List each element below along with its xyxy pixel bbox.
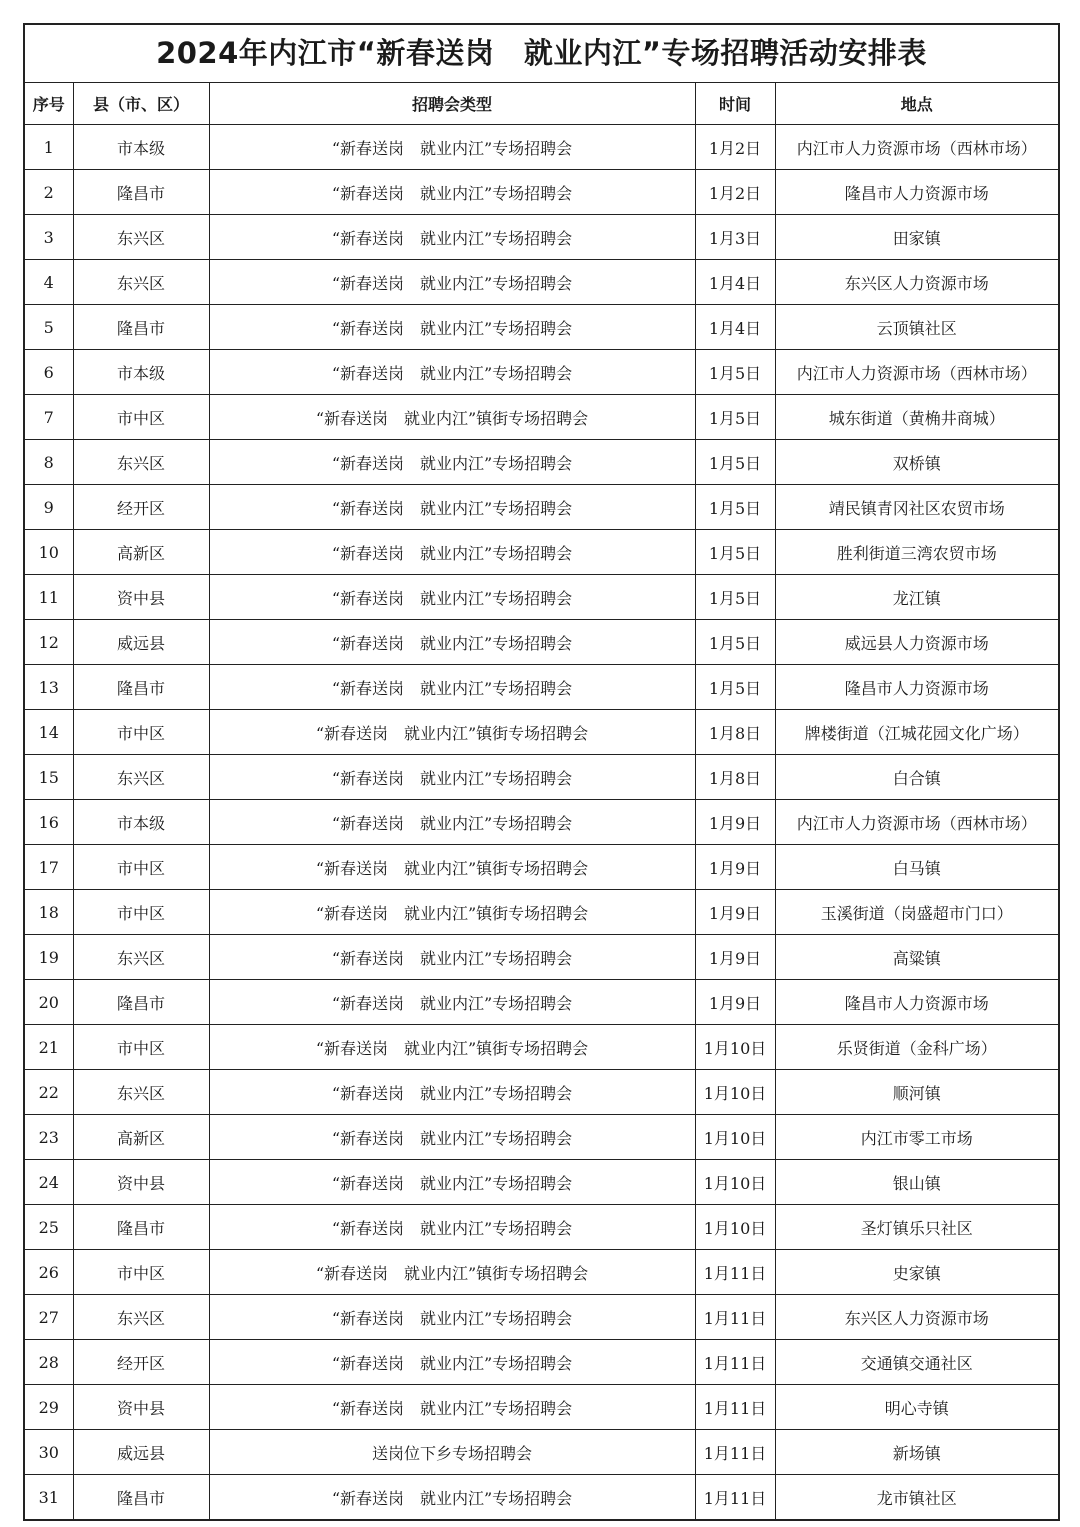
cell-county: 资中县 — [73, 1385, 209, 1430]
table-row — [25, 1295, 1058, 1340]
cell-seq: 26 — [25, 1250, 73, 1295]
cell-time: 1月9日 — [695, 890, 775, 935]
cell-location: 龙市镇社区 — [775, 1475, 1058, 1520]
cell-location: 牌楼街道（江城花园文化广场） — [775, 710, 1058, 755]
cell-type: “新春送岗 就业内江”镇街专场招聘会 — [209, 1025, 695, 1070]
cell-type: “新春送岗 就业内江”镇街专场招聘会 — [209, 845, 695, 890]
cell-seq: 13 — [25, 665, 73, 710]
cell-type: “新春送岗 就业内江”专场招聘会 — [209, 1070, 695, 1115]
table-row — [25, 350, 1058, 395]
cell-type: “新春送岗 就业内江”专场招聘会 — [209, 170, 695, 215]
cell-county: 市本级 — [73, 350, 209, 395]
cell-location: 新场镇 — [775, 1430, 1058, 1475]
cell-type: “新春送岗 就业内江”专场招聘会 — [209, 575, 695, 620]
cell-county: 威远县 — [73, 620, 209, 665]
cell-time: 1月11日 — [695, 1340, 775, 1385]
cell-location: 明心寺镇 — [775, 1385, 1058, 1430]
cell-type: “新春送岗 就业内江”专场招聘会 — [209, 1475, 695, 1520]
header-time: 时间 — [695, 83, 775, 125]
cell-seq: 17 — [25, 845, 73, 890]
cell-type: “新春送岗 就业内江”专场招聘会 — [209, 215, 695, 260]
cell-type: “新春送岗 就业内江”镇街专场招聘会 — [209, 890, 695, 935]
cell-type: “新春送岗 就业内江”专场招聘会 — [209, 800, 695, 845]
cell-county: 市中区 — [73, 845, 209, 890]
cell-location: 高粱镇 — [775, 935, 1058, 980]
cell-time: 1月4日 — [695, 260, 775, 305]
cell-time: 1月3日 — [695, 215, 775, 260]
cell-seq: 1 — [25, 125, 73, 170]
cell-county: 市中区 — [73, 890, 209, 935]
cell-time: 1月5日 — [695, 620, 775, 665]
cell-seq: 2 — [25, 170, 73, 215]
cell-time: 1月2日 — [695, 170, 775, 215]
cell-county: 市中区 — [73, 1250, 209, 1295]
cell-location: 银山镇 — [775, 1160, 1058, 1205]
cell-county: 隆昌市 — [73, 1475, 209, 1520]
cell-county: 隆昌市 — [73, 665, 209, 710]
cell-time: 1月10日 — [695, 1025, 775, 1070]
cell-county: 东兴区 — [73, 215, 209, 260]
table-row — [25, 215, 1058, 260]
table-row — [25, 935, 1058, 980]
cell-county: 东兴区 — [73, 755, 209, 800]
cell-time: 1月10日 — [695, 1205, 775, 1250]
table-row — [25, 890, 1058, 935]
table-row — [25, 260, 1058, 305]
cell-county: 市本级 — [73, 800, 209, 845]
cell-type: “新春送岗 就业内江”专场招聘会 — [209, 530, 695, 575]
cell-type: “新春送岗 就业内江”镇街专场招聘会 — [209, 395, 695, 440]
cell-type: “新春送岗 就业内江”专场招聘会 — [209, 1340, 695, 1385]
header-seq: 序号 — [25, 83, 73, 125]
cell-seq: 27 — [25, 1295, 73, 1340]
cell-location: 史家镇 — [775, 1250, 1058, 1295]
cell-location: 玉溪街道（岗盛超市门口） — [775, 890, 1058, 935]
table-row — [25, 1115, 1058, 1160]
cell-location: 靖民镇青冈社区农贸市场 — [775, 485, 1058, 530]
cell-seq: 14 — [25, 710, 73, 755]
cell-location: 东兴区人力资源市场 — [775, 1295, 1058, 1340]
table-row — [25, 665, 1058, 710]
cell-location: 内江市人力资源市场（西林市场） — [775, 800, 1058, 845]
cell-location: 白合镇 — [775, 755, 1058, 800]
cell-time: 1月8日 — [695, 755, 775, 800]
table-row — [25, 170, 1058, 215]
cell-county: 东兴区 — [73, 935, 209, 980]
cell-county: 市中区 — [73, 395, 209, 440]
table-row — [25, 710, 1058, 755]
cell-type: “新春送岗 就业内江”专场招聘会 — [209, 440, 695, 485]
table-row — [25, 620, 1058, 665]
cell-seq: 24 — [25, 1160, 73, 1205]
cell-county: 市本级 — [73, 125, 209, 170]
cell-location: 城东街道（黄桷井商城） — [775, 395, 1058, 440]
table-row — [25, 305, 1058, 350]
cell-time: 1月5日 — [695, 665, 775, 710]
cell-location: 云顶镇社区 — [775, 305, 1058, 350]
table-row — [25, 1205, 1058, 1250]
table-row — [25, 1250, 1058, 1295]
cell-county: 经开区 — [73, 485, 209, 530]
cell-county: 隆昌市 — [73, 305, 209, 350]
cell-county: 隆昌市 — [73, 980, 209, 1025]
cell-type: “新春送岗 就业内江”专场招聘会 — [209, 935, 695, 980]
cell-location: 内江市零工市场 — [775, 1115, 1058, 1160]
cell-type: “新春送岗 就业内江”专场招聘会 — [209, 1160, 695, 1205]
header-type: 招聘会类型 — [209, 83, 695, 125]
cell-location: 圣灯镇乐只社区 — [775, 1205, 1058, 1250]
table-row — [25, 980, 1058, 1025]
cell-location: 东兴区人力资源市场 — [775, 260, 1058, 305]
table-row — [25, 575, 1058, 620]
cell-seq: 28 — [25, 1340, 73, 1385]
table-row — [25, 1070, 1058, 1115]
cell-type: “新春送岗 就业内江”专场招聘会 — [209, 980, 695, 1025]
cell-location: 内江市人力资源市场（西林市场） — [775, 125, 1058, 170]
cell-seq: 15 — [25, 755, 73, 800]
table-row — [25, 485, 1058, 530]
cell-type: “新春送岗 就业内江”专场招聘会 — [209, 305, 695, 350]
cell-seq: 9 — [25, 485, 73, 530]
header-row — [25, 83, 1058, 125]
cell-location: 田家镇 — [775, 215, 1058, 260]
cell-type: “新春送岗 就业内江”专场招聘会 — [209, 755, 695, 800]
cell-seq: 12 — [25, 620, 73, 665]
cell-time: 1月5日 — [695, 575, 775, 620]
cell-location: 隆昌市人力资源市场 — [775, 980, 1058, 1025]
cell-county: 东兴区 — [73, 260, 209, 305]
cell-time: 1月4日 — [695, 305, 775, 350]
cell-location: 胜利街道三湾农贸市场 — [775, 530, 1058, 575]
cell-type: “新春送岗 就业内江”专场招聘会 — [209, 665, 695, 710]
cell-location: 隆昌市人力资源市场 — [775, 665, 1058, 710]
cell-time: 1月2日 — [695, 125, 775, 170]
cell-time: 1月10日 — [695, 1115, 775, 1160]
cell-type: 送岗位下乡专场招聘会 — [209, 1430, 695, 1475]
cell-seq: 7 — [25, 395, 73, 440]
cell-time: 1月5日 — [695, 440, 775, 485]
cell-location: 内江市人力资源市场（西林市场） — [775, 350, 1058, 395]
cell-type: “新春送岗 就业内江”专场招聘会 — [209, 125, 695, 170]
cell-type: “新春送岗 就业内江”专场招聘会 — [209, 1205, 695, 1250]
cell-seq: 20 — [25, 980, 73, 1025]
cell-type: “新春送岗 就业内江”专场招聘会 — [209, 620, 695, 665]
cell-location: 乐贤街道（金科广场） — [775, 1025, 1058, 1070]
cell-county: 东兴区 — [73, 440, 209, 485]
cell-seq: 10 — [25, 530, 73, 575]
table-row — [25, 1340, 1058, 1385]
table-row — [25, 1025, 1058, 1070]
cell-seq: 8 — [25, 440, 73, 485]
cell-seq: 23 — [25, 1115, 73, 1160]
cell-county: 东兴区 — [73, 1295, 209, 1340]
cell-seq: 6 — [25, 350, 73, 395]
header-location: 地点 — [775, 83, 1058, 125]
cell-time: 1月5日 — [695, 485, 775, 530]
table-row — [25, 530, 1058, 575]
cell-county: 经开区 — [73, 1340, 209, 1385]
schedule-table — [25, 83, 1058, 1519]
table-row — [25, 800, 1058, 845]
schedule-sheet — [23, 23, 1060, 1521]
table-row — [25, 395, 1058, 440]
table-row — [25, 755, 1058, 800]
cell-location: 白马镇 — [775, 845, 1058, 890]
cell-location: 交通镇交通社区 — [775, 1340, 1058, 1385]
cell-time: 1月9日 — [695, 800, 775, 845]
cell-seq: 18 — [25, 890, 73, 935]
cell-location: 威远县人力资源市场 — [775, 620, 1058, 665]
cell-county: 东兴区 — [73, 1070, 209, 1115]
cell-location: 龙江镇 — [775, 575, 1058, 620]
cell-seq: 11 — [25, 575, 73, 620]
cell-time: 1月5日 — [695, 395, 775, 440]
cell-seq: 5 — [25, 305, 73, 350]
cell-time: 1月11日 — [695, 1430, 775, 1475]
cell-seq: 16 — [25, 800, 73, 845]
cell-county: 威远县 — [73, 1430, 209, 1475]
cell-location: 顺河镇 — [775, 1070, 1058, 1115]
cell-type: “新春送岗 就业内江”专场招聘会 — [209, 260, 695, 305]
cell-county: 市中区 — [73, 710, 209, 755]
cell-seq: 29 — [25, 1385, 73, 1430]
cell-seq: 22 — [25, 1070, 73, 1115]
cell-county: 高新区 — [73, 530, 209, 575]
cell-time: 1月11日 — [695, 1475, 775, 1520]
cell-location: 隆昌市人力资源市场 — [775, 170, 1058, 215]
table-row — [25, 1160, 1058, 1205]
page-title: 2024年内江市“新春送岗 就业内江”专场招聘活动安排表 — [25, 25, 1058, 83]
cell-county: 资中县 — [73, 575, 209, 620]
table-row — [25, 1475, 1058, 1520]
cell-type: “新春送岗 就业内江”专场招聘会 — [209, 350, 695, 395]
cell-county: 市中区 — [73, 1025, 209, 1070]
cell-time: 1月9日 — [695, 935, 775, 980]
table-row — [25, 125, 1058, 170]
cell-time: 1月9日 — [695, 845, 775, 890]
cell-county: 资中县 — [73, 1160, 209, 1205]
cell-type: “新春送岗 就业内江”镇街专场招聘会 — [209, 1250, 695, 1295]
cell-time: 1月5日 — [695, 530, 775, 575]
cell-seq: 25 — [25, 1205, 73, 1250]
header-county: 县（市、区） — [73, 83, 209, 125]
cell-type: “新春送岗 就业内江”专场招聘会 — [209, 1295, 695, 1340]
cell-time: 1月10日 — [695, 1160, 775, 1205]
cell-seq: 3 — [25, 215, 73, 260]
cell-time: 1月8日 — [695, 710, 775, 755]
cell-type: “新春送岗 就业内江”专场招聘会 — [209, 485, 695, 530]
cell-seq: 21 — [25, 1025, 73, 1070]
cell-time: 1月11日 — [695, 1295, 775, 1340]
cell-county: 隆昌市 — [73, 1205, 209, 1250]
cell-county: 高新区 — [73, 1115, 209, 1160]
cell-time: 1月10日 — [695, 1070, 775, 1115]
cell-seq: 19 — [25, 935, 73, 980]
cell-type: “新春送岗 就业内江”专场招聘会 — [209, 1385, 695, 1430]
cell-time: 1月9日 — [695, 980, 775, 1025]
table-row — [25, 1430, 1058, 1475]
cell-county: 隆昌市 — [73, 170, 209, 215]
cell-time: 1月5日 — [695, 350, 775, 395]
cell-time: 1月11日 — [695, 1250, 775, 1295]
table-row — [25, 1385, 1058, 1430]
cell-type: “新春送岗 就业内江”镇街专场招聘会 — [209, 710, 695, 755]
table-body — [25, 125, 1058, 1520]
cell-seq: 4 — [25, 260, 73, 305]
cell-type: “新春送岗 就业内江”专场招聘会 — [209, 1115, 695, 1160]
cell-seq: 30 — [25, 1430, 73, 1475]
cell-time: 1月11日 — [695, 1385, 775, 1430]
table-row — [25, 440, 1058, 485]
table-row — [25, 845, 1058, 890]
cell-location: 双桥镇 — [775, 440, 1058, 485]
cell-seq: 31 — [25, 1475, 73, 1520]
